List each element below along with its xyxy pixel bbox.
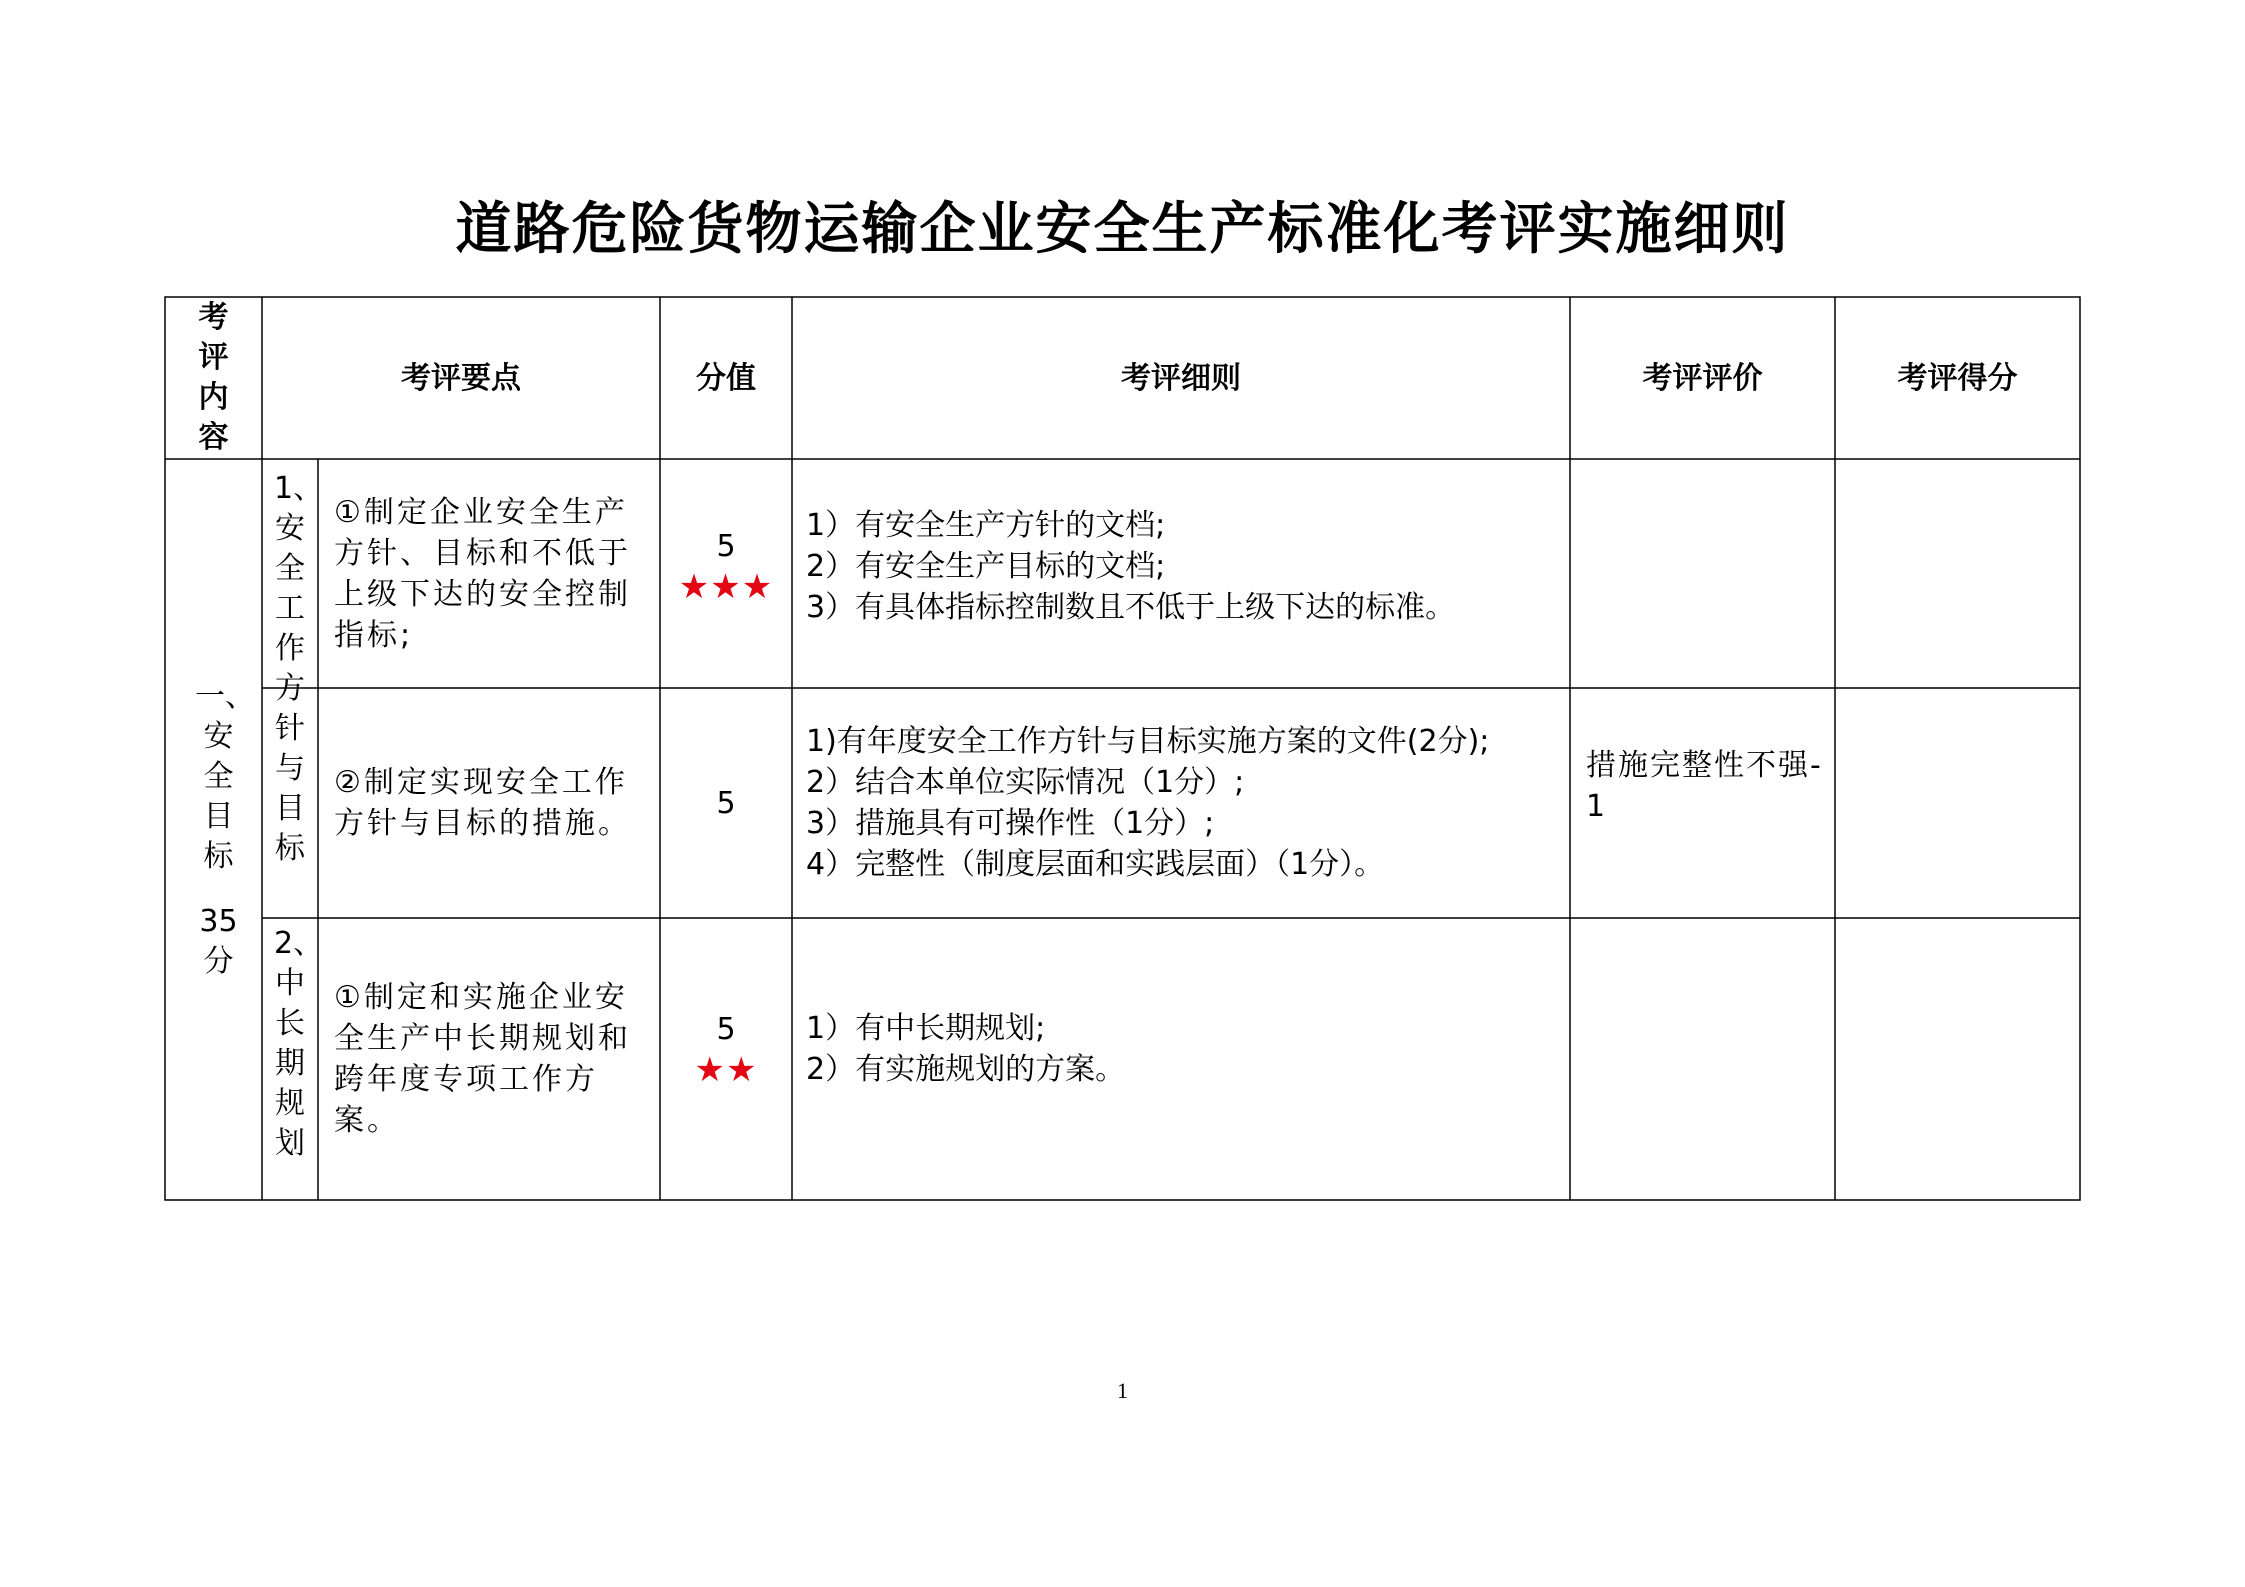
header-score — [660, 297, 792, 459]
row-1-point — [318, 459, 660, 688]
subcategory-1 — [262, 459, 324, 918]
header-result — [1835, 297, 2080, 459]
row-1-star-rating: ★★★ — [678, 567, 774, 607]
row-3-point — [318, 918, 660, 1200]
row-2-rule-4: 4）完整性（制度层面和实践层面）（1分）。 — [806, 847, 1385, 882]
subcategory-2 — [262, 918, 324, 1200]
row-1-point-text: ①制定企业安全生产方针、目标和不低于上级下达的安全控制指标; — [334, 494, 631, 653]
header-evaluation-label: 考评评价 — [1642, 360, 1763, 396]
row-1-score — [660, 459, 792, 688]
row-2-result[interactable] — [1835, 688, 2080, 918]
row-3-evaluation[interactable] — [1570, 918, 1835, 1200]
category-name: 一、安全目标 — [195, 679, 255, 874]
header-evaluation — [1570, 297, 1835, 459]
row-2-rule-2: 2）结合本单位实际情况（1分）; — [806, 765, 1245, 800]
row-3-rule-2: 2）有实施规划的方案。 — [806, 1052, 1126, 1087]
row-1-score-value: 5 — [716, 529, 736, 564]
row-3-result[interactable] — [1835, 918, 2080, 1200]
row-2-rule-3: 3）措施具有可操作性（1分）; — [806, 806, 1215, 841]
row-3-star-rating: ★★ — [694, 1049, 758, 1090]
row-1-rule-2: 2）有安全生产目标的文档; — [806, 549, 1166, 584]
row-1-rule-3: 3）有具体指标控制数且不低于上级下达的标准。 — [806, 590, 1456, 625]
page-number: 1 — [1117, 1378, 1128, 1403]
header-points-label: 考评要点 — [401, 360, 521, 396]
header-rules-label: 考评细则 — [1121, 360, 1241, 396]
row-2-score — [660, 688, 792, 918]
category-cell — [165, 459, 262, 1200]
row-2-score-value: 5 — [716, 785, 736, 821]
row-2-rules — [792, 688, 1570, 918]
category-score: 35分 — [199, 904, 238, 979]
row-3-score-value: 5 — [716, 1011, 736, 1047]
header-result-label: 考评得分 — [1897, 360, 2018, 396]
subcategory-1-label: 1、安全工作方针与目标 — [274, 471, 324, 866]
header-content — [165, 297, 262, 459]
subcategory-2-label: 2、中长期规划 — [274, 926, 324, 1161]
row-2-evaluation-text: 措施完整性不强-1 — [1586, 748, 1823, 824]
header-rules — [792, 297, 1570, 459]
row-2-rule-1: 1)有年度安全工作方针与目标实施方案的文件(2分); — [806, 724, 1490, 759]
row-3-point-text: ①制定和实施企业安全生产中长期规划和跨年度专项工作方案。 — [334, 980, 631, 1138]
row-3-rule-1: 1）有中长期规划; — [806, 1011, 1046, 1046]
header-points — [262, 297, 660, 459]
row-1-rules — [792, 459, 1570, 688]
row-1-rule-1: 1）有安全生产方针的文档; — [806, 508, 1166, 543]
row-1-result[interactable] — [1835, 459, 2080, 688]
document-title: 道路危险货物运输企业安全生产标准化考评实施细则 — [455, 196, 1790, 262]
row-3-score — [660, 918, 792, 1200]
row-2-point-text: ②制定实现安全工作方针与目标的措施。 — [334, 765, 631, 841]
header-score-label: 分值 — [696, 360, 756, 396]
row-1-evaluation[interactable] — [1570, 459, 1835, 688]
header-content-label: 考评内容 — [198, 300, 229, 455]
row-2-evaluation[interactable] — [1570, 688, 1835, 918]
row-3-rules — [792, 918, 1570, 1200]
row-2-point — [318, 688, 660, 918]
